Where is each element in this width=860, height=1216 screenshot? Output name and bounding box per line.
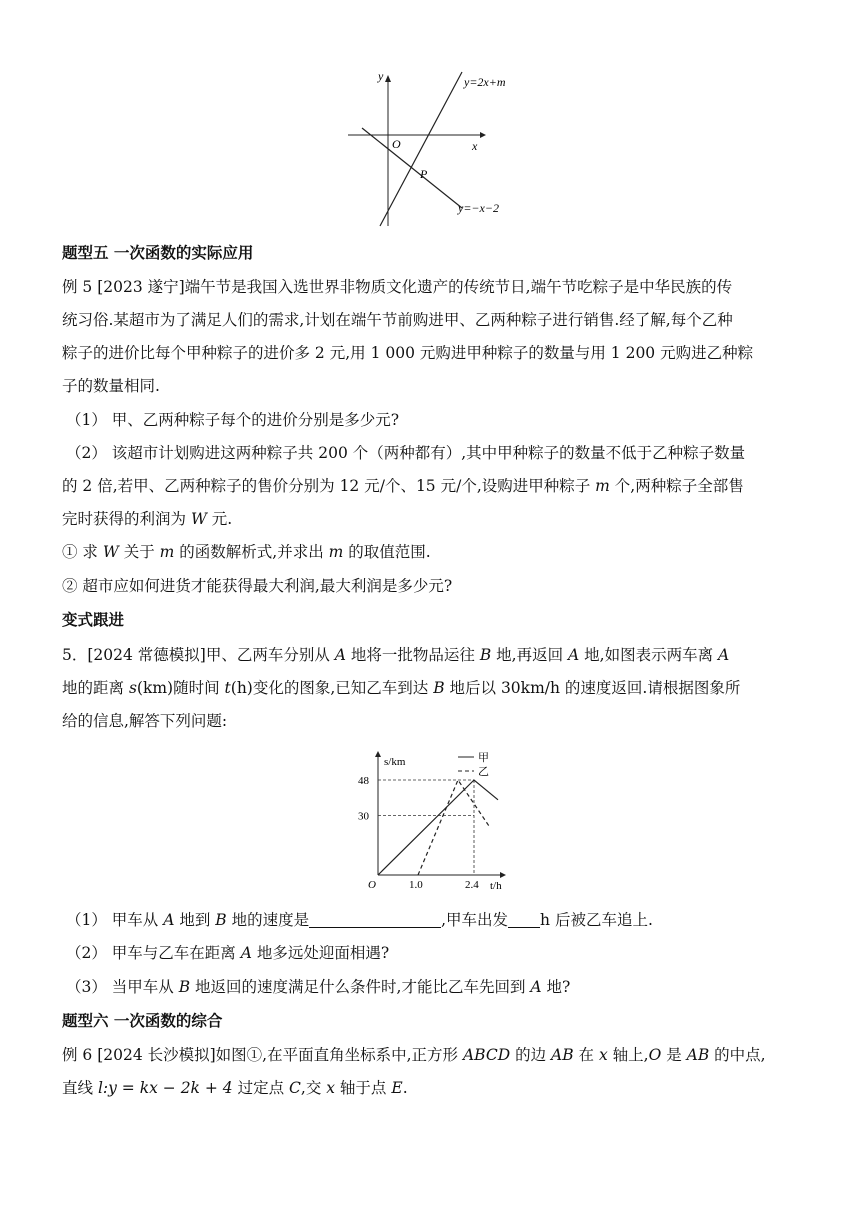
- var: A: [718, 646, 730, 664]
- example5-line2: 统习俗.某超市为了满足人们的需求,计划在端午节前购进甲、乙两种粽子进行销售.经了解,每个乙种: [62, 311, 733, 329]
- text: 地,再返回: [491, 646, 569, 664]
- text: 地的速度是: [226, 911, 310, 929]
- example5-question2-line3: [62, 507, 822, 531]
- example5-question1: （1） 甲、乙两种粽子每个的进价分别是多少元?: [66, 411, 400, 429]
- chart-series-yi: [418, 780, 490, 875]
- var: s: [128, 679, 137, 697]
- var: A: [568, 646, 580, 664]
- answer-blank-speed[interactable]: [309, 911, 441, 928]
- text: 过定点: [232, 1079, 290, 1097]
- var: B: [479, 646, 492, 664]
- text: 地多远处迎面相遇?: [251, 944, 390, 962]
- text: 地,如图表示两车离: [579, 646, 719, 664]
- y-axis-label: y: [378, 69, 384, 83]
- text: 的 2 倍,若甲、乙两种粽子的售价分别为 12 元/个、15 元/个,设购进甲种粽子: [62, 477, 596, 495]
- var: E: [391, 1079, 403, 1097]
- var: B: [215, 911, 227, 929]
- example6-line2: [62, 1076, 822, 1100]
- text: 是: [661, 1046, 687, 1064]
- line2-label: y=−x−2: [458, 201, 499, 215]
- text: 的取值范围.: [343, 543, 431, 561]
- example5-question2-line2: [62, 474, 822, 498]
- var: C: [289, 1079, 301, 1097]
- example6-line1: [62, 1043, 822, 1067]
- chart-legend-label: 甲: [478, 752, 489, 764]
- text: 轴于点: [335, 1079, 392, 1097]
- problem5-question1: [66, 908, 826, 932]
- text: 地的距离: [62, 679, 129, 697]
- problem5-question3: [66, 975, 826, 999]
- chart-y-axis-arrow: [375, 751, 381, 757]
- chart-y-label: s/km: [384, 756, 406, 768]
- text: 5．[2024 常德模拟]甲、乙两车分别从: [62, 646, 335, 664]
- text: 地到: [174, 911, 216, 929]
- chart-y-tick-label: 30: [358, 810, 369, 823]
- chart-origin-label: O: [368, 879, 376, 891]
- problem5-question2: [66, 941, 826, 965]
- example5-line3: 粽子的进价比每个甲种粽子的进价多 2 元,用 1 000 元购进甲种粽子的数量与用 1 200 元购进乙种粽: [62, 344, 754, 362]
- var: t: [224, 679, 231, 697]
- chart-y-tick-label: 48: [358, 775, 369, 787]
- text: 例 6 [2024 长沙模拟]如图①,在平面直角坐标系中,正方形: [62, 1046, 463, 1064]
- var: A: [334, 646, 346, 664]
- text: 地返回的速度满足什么条件时,才能比乙车先回到: [190, 978, 531, 996]
- chart-legend-label: 乙: [478, 766, 489, 778]
- point-p-label: P: [420, 167, 428, 181]
- example5-question2-line1: （2） 该超市计划购进这两种粽子共 200 个（两种都有）,其中甲种粽子的数量不低于乙种粽子数量: [66, 444, 746, 462]
- line1-label: y=2x+m: [464, 75, 506, 89]
- x-axis-label: x: [472, 139, 478, 153]
- var: A: [240, 944, 252, 962]
- text: .: [402, 1079, 408, 1097]
- answer-blank-time[interactable]: [508, 911, 540, 928]
- text: 的中点,: [709, 1046, 766, 1064]
- problem5-line2: [62, 676, 822, 700]
- text: （2） 甲车与乙车在距离: [66, 944, 241, 962]
- text: （3） 当甲车从: [66, 978, 179, 996]
- problem5-line3: 给的信息,解答下列问题:: [62, 712, 228, 730]
- text: 地后以 30km/h 的速度返回.请根据图象所: [444, 679, 741, 697]
- var: B: [178, 978, 191, 996]
- var: x: [326, 1079, 335, 1097]
- var: AB: [686, 1046, 710, 1064]
- chart-x-axis-arrow: [500, 872, 506, 878]
- text: 的边: [510, 1046, 551, 1064]
- example5-subquestion1: [62, 540, 822, 564]
- var: A: [163, 911, 175, 929]
- text: h 后被乙车追上.: [540, 911, 653, 929]
- chart-x-label: t/h: [490, 880, 502, 892]
- text: 地将一批物品运往: [345, 646, 480, 664]
- text: (h)变化的图象,已知乙车到达: [230, 679, 434, 697]
- text: ,甲车出发: [441, 911, 509, 929]
- var-m: m: [328, 543, 344, 561]
- text: 在: [573, 1046, 599, 1064]
- var: AB: [551, 1046, 574, 1064]
- text: （1） 甲车从: [66, 911, 164, 929]
- text: 地?: [541, 978, 571, 996]
- line-y-neg-x-2: [362, 128, 462, 208]
- text: 的函数解析式,并求出: [174, 543, 329, 561]
- variant-title: 变式跟进: [62, 611, 125, 629]
- var-w: W: [190, 510, 207, 528]
- chart-x-tick-label: 2.4: [465, 879, 479, 891]
- example5-line1: 例 5 [2023 遂宁]端午节是我国入选世界非物质文化遗产的传统节日,端午节吃粽子是中华民族的传: [62, 278, 733, 296]
- chart-x-tick-label: 1.0: [409, 879, 423, 891]
- origin-label: O: [392, 137, 401, 151]
- distance-time-chart: [350, 745, 520, 895]
- text: 轴上,: [607, 1046, 649, 1064]
- section-title-5: 题型五 一次函数的实际应用: [62, 244, 254, 262]
- text: 元.: [206, 510, 233, 528]
- var-w: W: [102, 543, 119, 561]
- var-m: m: [159, 543, 175, 561]
- example5-subquestion2: ② 超市应如何进货才能获得最大利润,最大利润是多少元?: [62, 577, 453, 595]
- text: 完时获得的利润为: [62, 510, 191, 528]
- text: 关于: [118, 543, 160, 561]
- text: ,交: [300, 1079, 327, 1097]
- section-title-6: 题型六 一次函数的综合: [62, 1012, 223, 1030]
- var: O: [648, 1046, 662, 1064]
- text: 个,两种粽子全部售: [609, 477, 744, 495]
- var: A: [530, 978, 542, 996]
- var: x: [598, 1046, 608, 1064]
- y-axis-arrow: [385, 75, 391, 82]
- text: ① 求: [62, 543, 103, 561]
- var: B: [433, 679, 445, 697]
- var: ABCD: [462, 1046, 511, 1064]
- text: (km)随时间: [136, 679, 225, 697]
- var-m: m: [595, 477, 610, 495]
- equation: l:y = kx − 2k + 4: [97, 1079, 233, 1097]
- text: 直线: [62, 1079, 98, 1097]
- figure-intersecting-lines: [340, 68, 530, 233]
- example5-line4: 子的数量相同.: [62, 377, 160, 395]
- problem5-line1: [62, 643, 822, 667]
- x-axis-arrow: [480, 132, 486, 138]
